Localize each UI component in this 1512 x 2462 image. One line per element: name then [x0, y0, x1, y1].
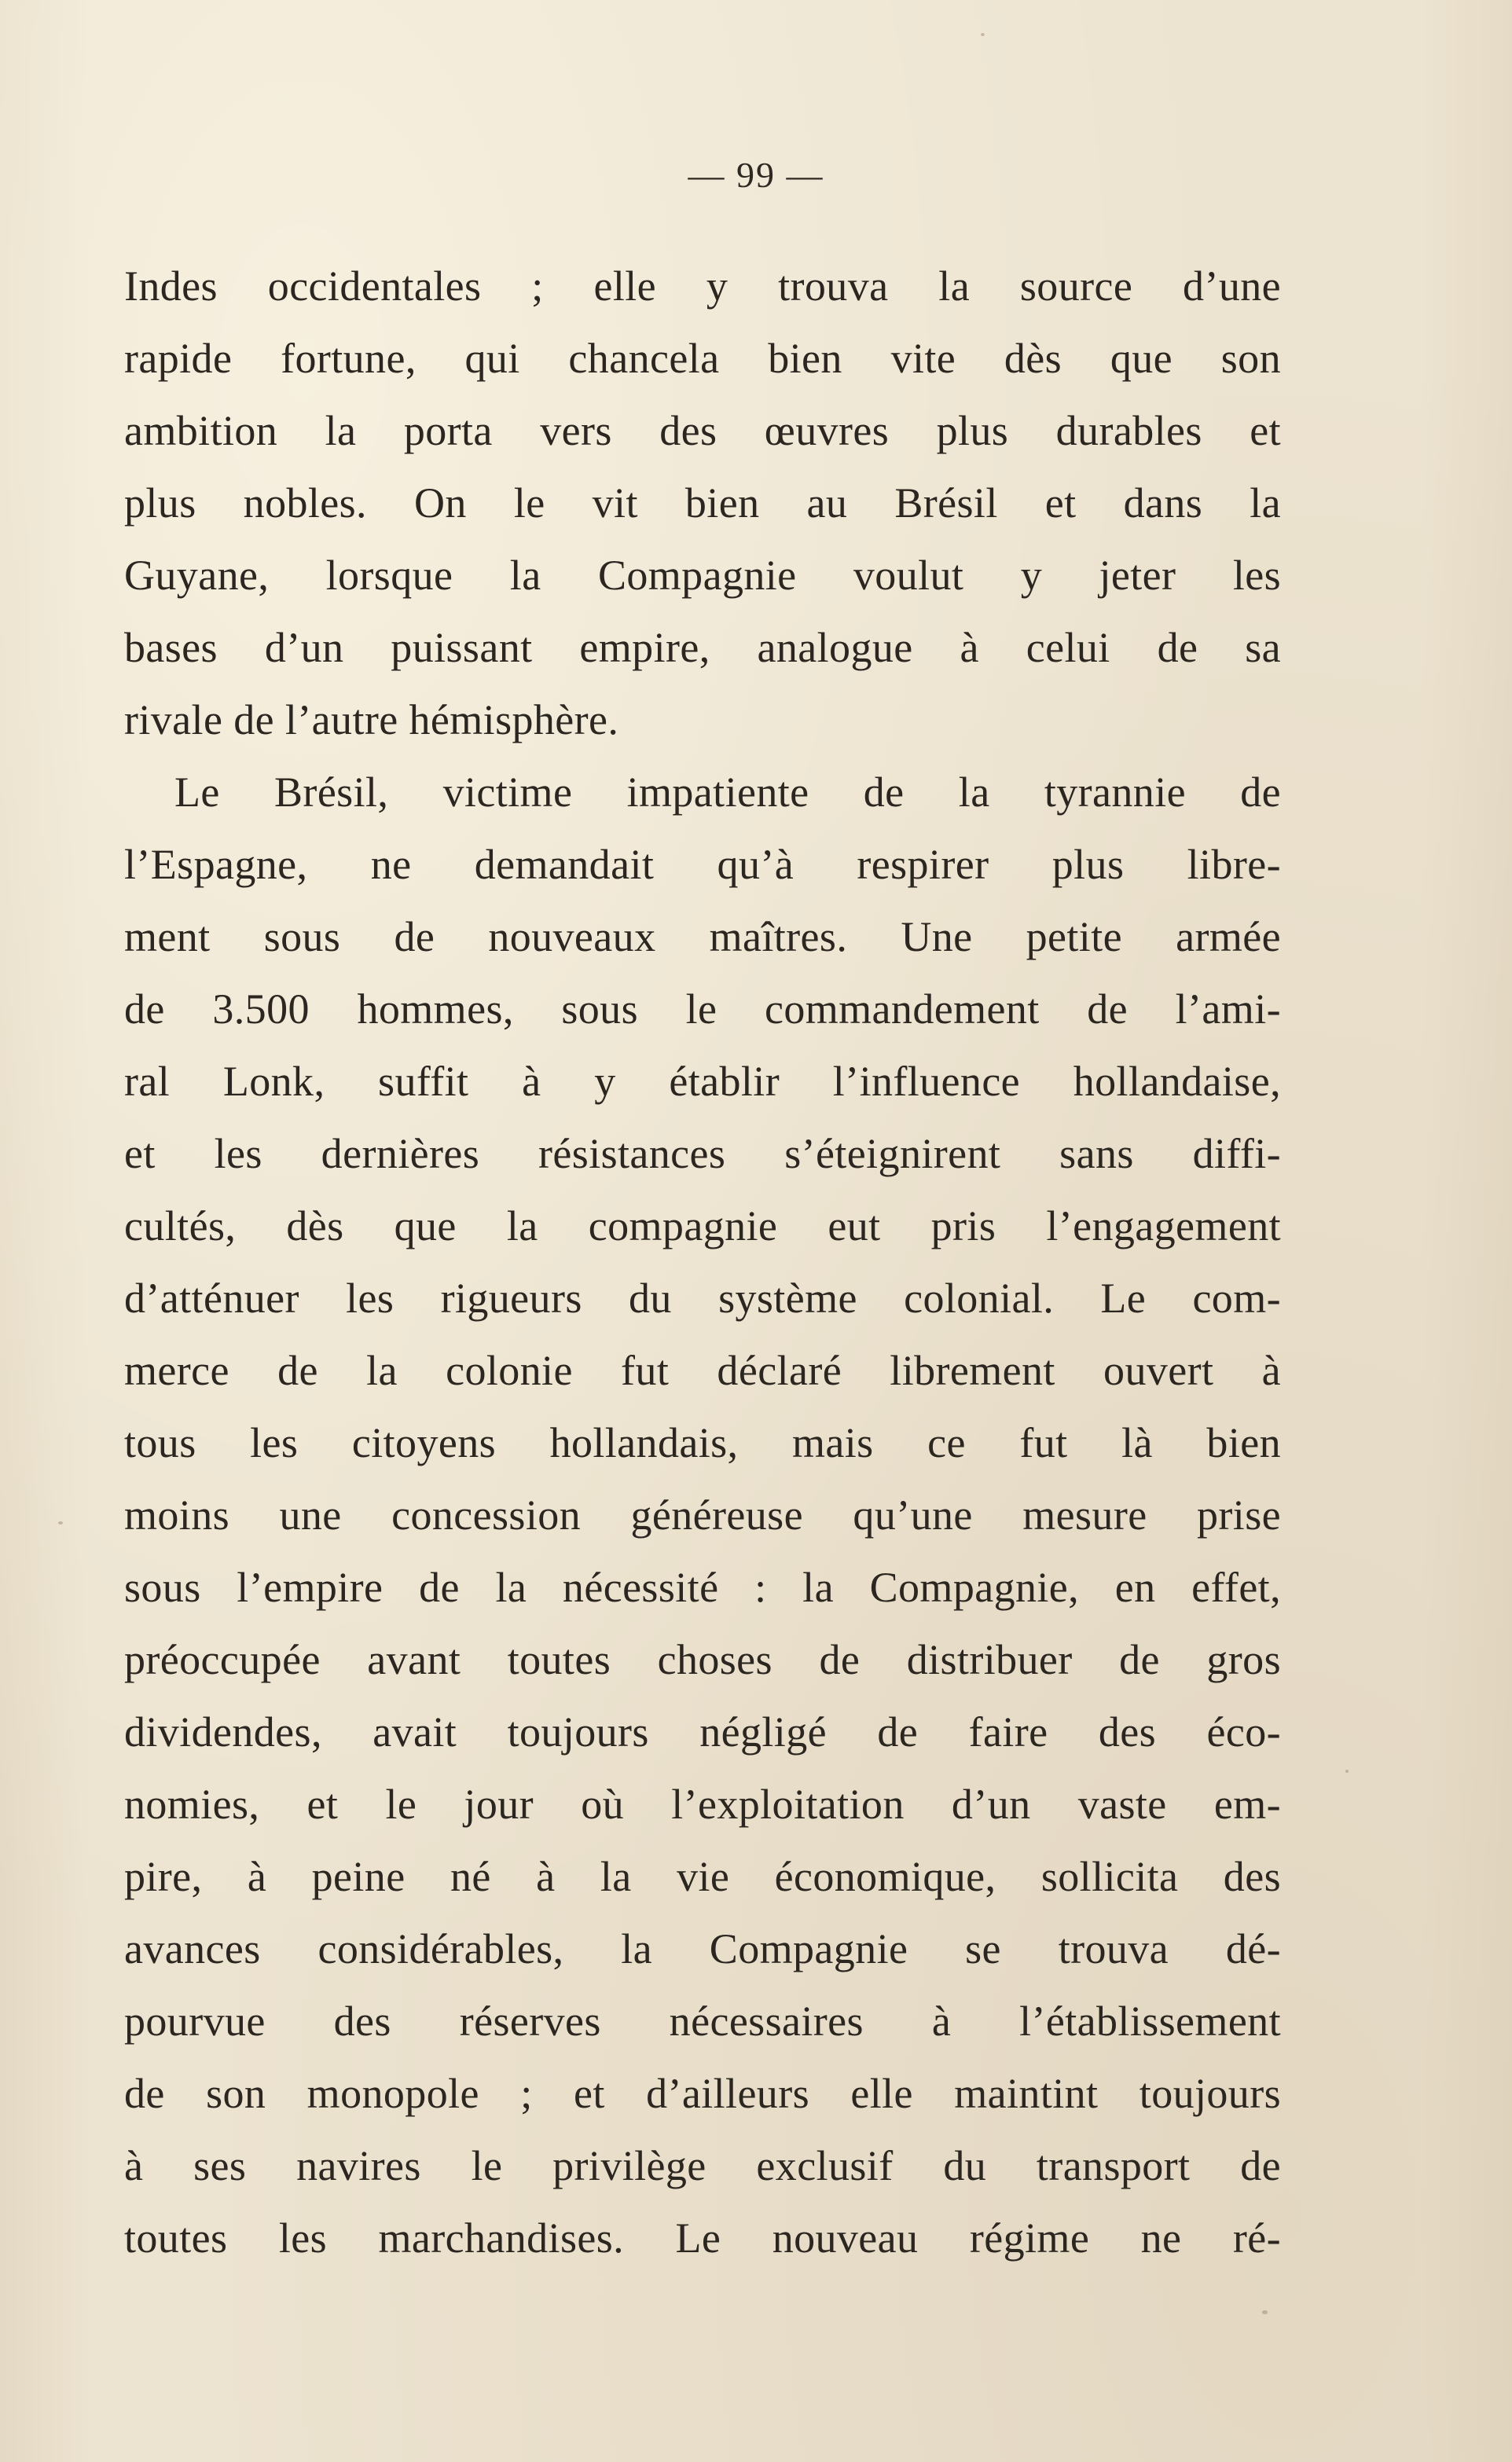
paper-speck [1262, 2310, 1268, 2314]
text-line: de son monopole ; et d’ailleurs elle maintint toujours [124, 2070, 1281, 2117]
text-line: ral Lonk, suffit à y établir l’influence hollandaise, [124, 1058, 1281, 1105]
text-line: de 3.500 hommes, sous le commandement de l’ami- [124, 985, 1281, 1033]
text-line: merce de la colonie fut déclaré librement ouvert à [124, 1347, 1281, 1394]
paragraph-2 [124, 756, 1281, 2274]
text-line: à ses navires le privilège exclusif du transport de [124, 2142, 1281, 2189]
text-line: pire, à peine né à la vie économique, sollicita des [124, 1853, 1281, 1900]
text-line: rivale de l’autre hémisphère. [124, 696, 619, 743]
paragraph-1 [124, 250, 1281, 756]
paper-speck [58, 1521, 63, 1525]
paper-speck [981, 33, 985, 36]
text-line: pourvue des réserves nécessaires à l’établissement [124, 1998, 1281, 2045]
text-line: préoccupée avant toutes choses de distribuer de gros [124, 1636, 1281, 1683]
text-line: sous l’empire de la nécessité : la Compagnie, en effet, [124, 1564, 1281, 1611]
text-line: plus nobles. On le vit bien au Brésil et dans la [124, 479, 1281, 527]
text-line: dividendes, avait toujours négligé de faire des éco- [124, 1708, 1281, 1756]
text-line: Le Brésil, victime impatiente de la tyrannie de [174, 769, 1281, 816]
text-line: bases d’un puissant empire, analogue à celui de sa [124, 624, 1281, 671]
text-line: l’Espagne, ne demandait qu’à respirer plus libre- [124, 841, 1281, 888]
text-line: ambition la porta vers des œuvres plus durables et [124, 407, 1281, 454]
text-line: Guyane, lorsque la Compagnie voulut y jeter les [124, 552, 1281, 599]
body-text [124, 250, 1281, 2274]
text-line: Indes occidentales ; elle y trouva la source d’une [124, 262, 1281, 310]
text-line: nomies, et le jour où l’exploitation d’un vaste em- [124, 1781, 1281, 1828]
text-line: ment sous de nouveaux maîtres. Une petite armée [124, 913, 1281, 960]
text-line: cultés, dès que la compagnie eut pris l’engagement [124, 1202, 1281, 1249]
text-line: moins une concession généreuse qu’une mesure prise [124, 1492, 1281, 1539]
text-line: et les dernières résistances s’éteignirent sans diffi- [124, 1130, 1281, 1177]
text-line: avances considérables, la Compagnie se trouva dé- [124, 1925, 1281, 1972]
text-line: toutes les marchandises. Le nouveau régime ne ré- [124, 2214, 1281, 2262]
text-line: tous les citoyens hollandais, mais ce fut là bien [124, 1419, 1281, 1466]
text-line: rapide fortune, qui chancela bien vite dès que son [124, 335, 1281, 382]
page-number: — 99 — [688, 155, 824, 195]
text-line: d’atténuer les rigueurs du système colonial. Le com- [124, 1275, 1281, 1322]
paper-speck [1345, 1770, 1349, 1773]
